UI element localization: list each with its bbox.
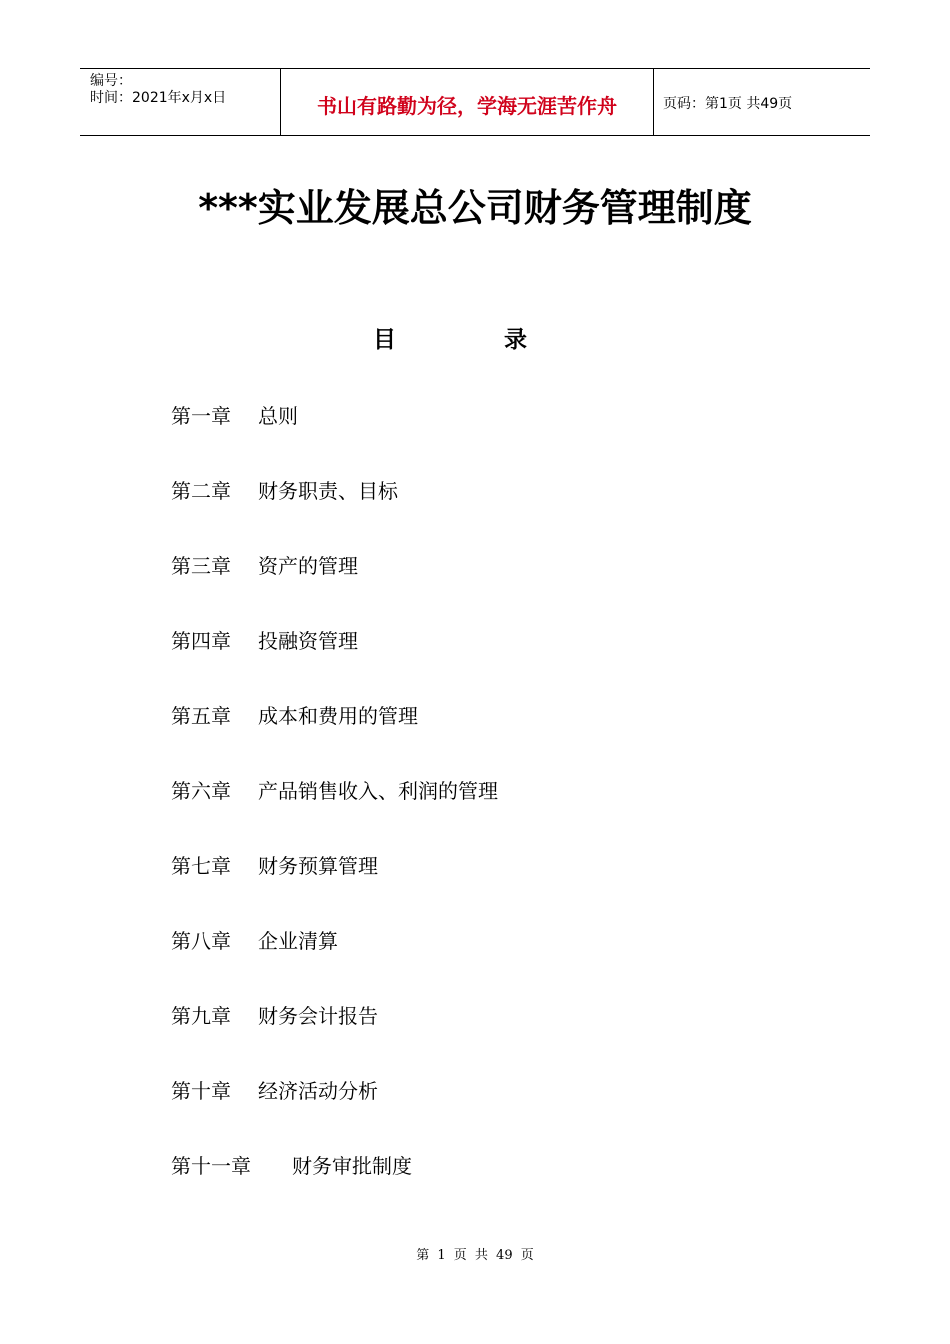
number-label: 编号：	[90, 73, 132, 89]
toc-chapter-number: 第四章	[171, 629, 231, 653]
toc-chapter-title: 企业清算	[258, 929, 338, 953]
toc-item[interactable]	[171, 401, 298, 476]
toc-chapter-title: 成本和费用的管理	[258, 704, 418, 728]
toc-chapter-title: 总则	[258, 404, 298, 428]
toc-chapter-title: 财务职责、目标	[258, 479, 398, 503]
toc-chapter-number: 第九章	[171, 1004, 231, 1028]
page-header	[80, 68, 870, 136]
header-meta-cell	[80, 69, 281, 135]
toc-chapter-number: 第十章	[171, 1079, 231, 1103]
header-page-info: 页码：第1页 共49页	[663, 96, 793, 112]
document-title: ***实业发展总公司财务管理制度	[198, 186, 752, 230]
table-of-contents	[171, 401, 498, 1226]
toc-item[interactable]	[171, 626, 358, 701]
header-motto: 书山有路勤为径，学海无涯苦作舟	[317, 93, 617, 118]
toc-chapter-title: 财务预算管理	[258, 854, 378, 878]
toc-item[interactable]	[171, 851, 378, 926]
toc-item[interactable]	[171, 1076, 378, 1151]
toc-chapter-number: 第五章	[171, 704, 231, 728]
toc-item[interactable]	[171, 476, 398, 551]
toc-chapter-number: 第一章	[171, 404, 231, 428]
toc-item[interactable]	[171, 551, 358, 626]
toc-heading-char-2: 录	[504, 327, 527, 353]
toc-chapter-number: 第七章	[171, 854, 231, 878]
toc-item[interactable]	[171, 1151, 412, 1226]
toc-chapter-title: 投融资管理	[258, 629, 358, 653]
toc-item[interactable]	[171, 701, 418, 776]
toc-item[interactable]	[171, 926, 338, 1001]
toc-item[interactable]	[171, 776, 498, 851]
toc-chapter-number: 第六章	[171, 779, 231, 803]
toc-chapter-title: 经济活动分析	[258, 1079, 378, 1103]
toc-chapter-title: 财务会计报告	[258, 1004, 378, 1028]
header-page-cell	[654, 69, 870, 135]
toc-chapter-number: 第十一章	[171, 1154, 251, 1178]
page-footer: 第 1 页 共 49 页	[416, 1248, 534, 1263]
toc-chapter-number: 第二章	[171, 479, 231, 503]
toc-chapter-number: 第八章	[171, 929, 231, 953]
time-label: 时间：2021年x月x日	[90, 90, 227, 106]
toc-chapter-title: 资产的管理	[258, 554, 358, 578]
toc-item[interactable]	[171, 1001, 378, 1076]
toc-heading-char-1: 目	[373, 327, 396, 353]
toc-chapter-title: 财务审批制度	[292, 1154, 412, 1178]
header-motto-cell	[281, 69, 654, 135]
toc-chapter-title: 产品销售收入、利润的管理	[258, 779, 498, 803]
toc-heading	[373, 323, 527, 357]
toc-chapter-number: 第三章	[171, 554, 231, 578]
